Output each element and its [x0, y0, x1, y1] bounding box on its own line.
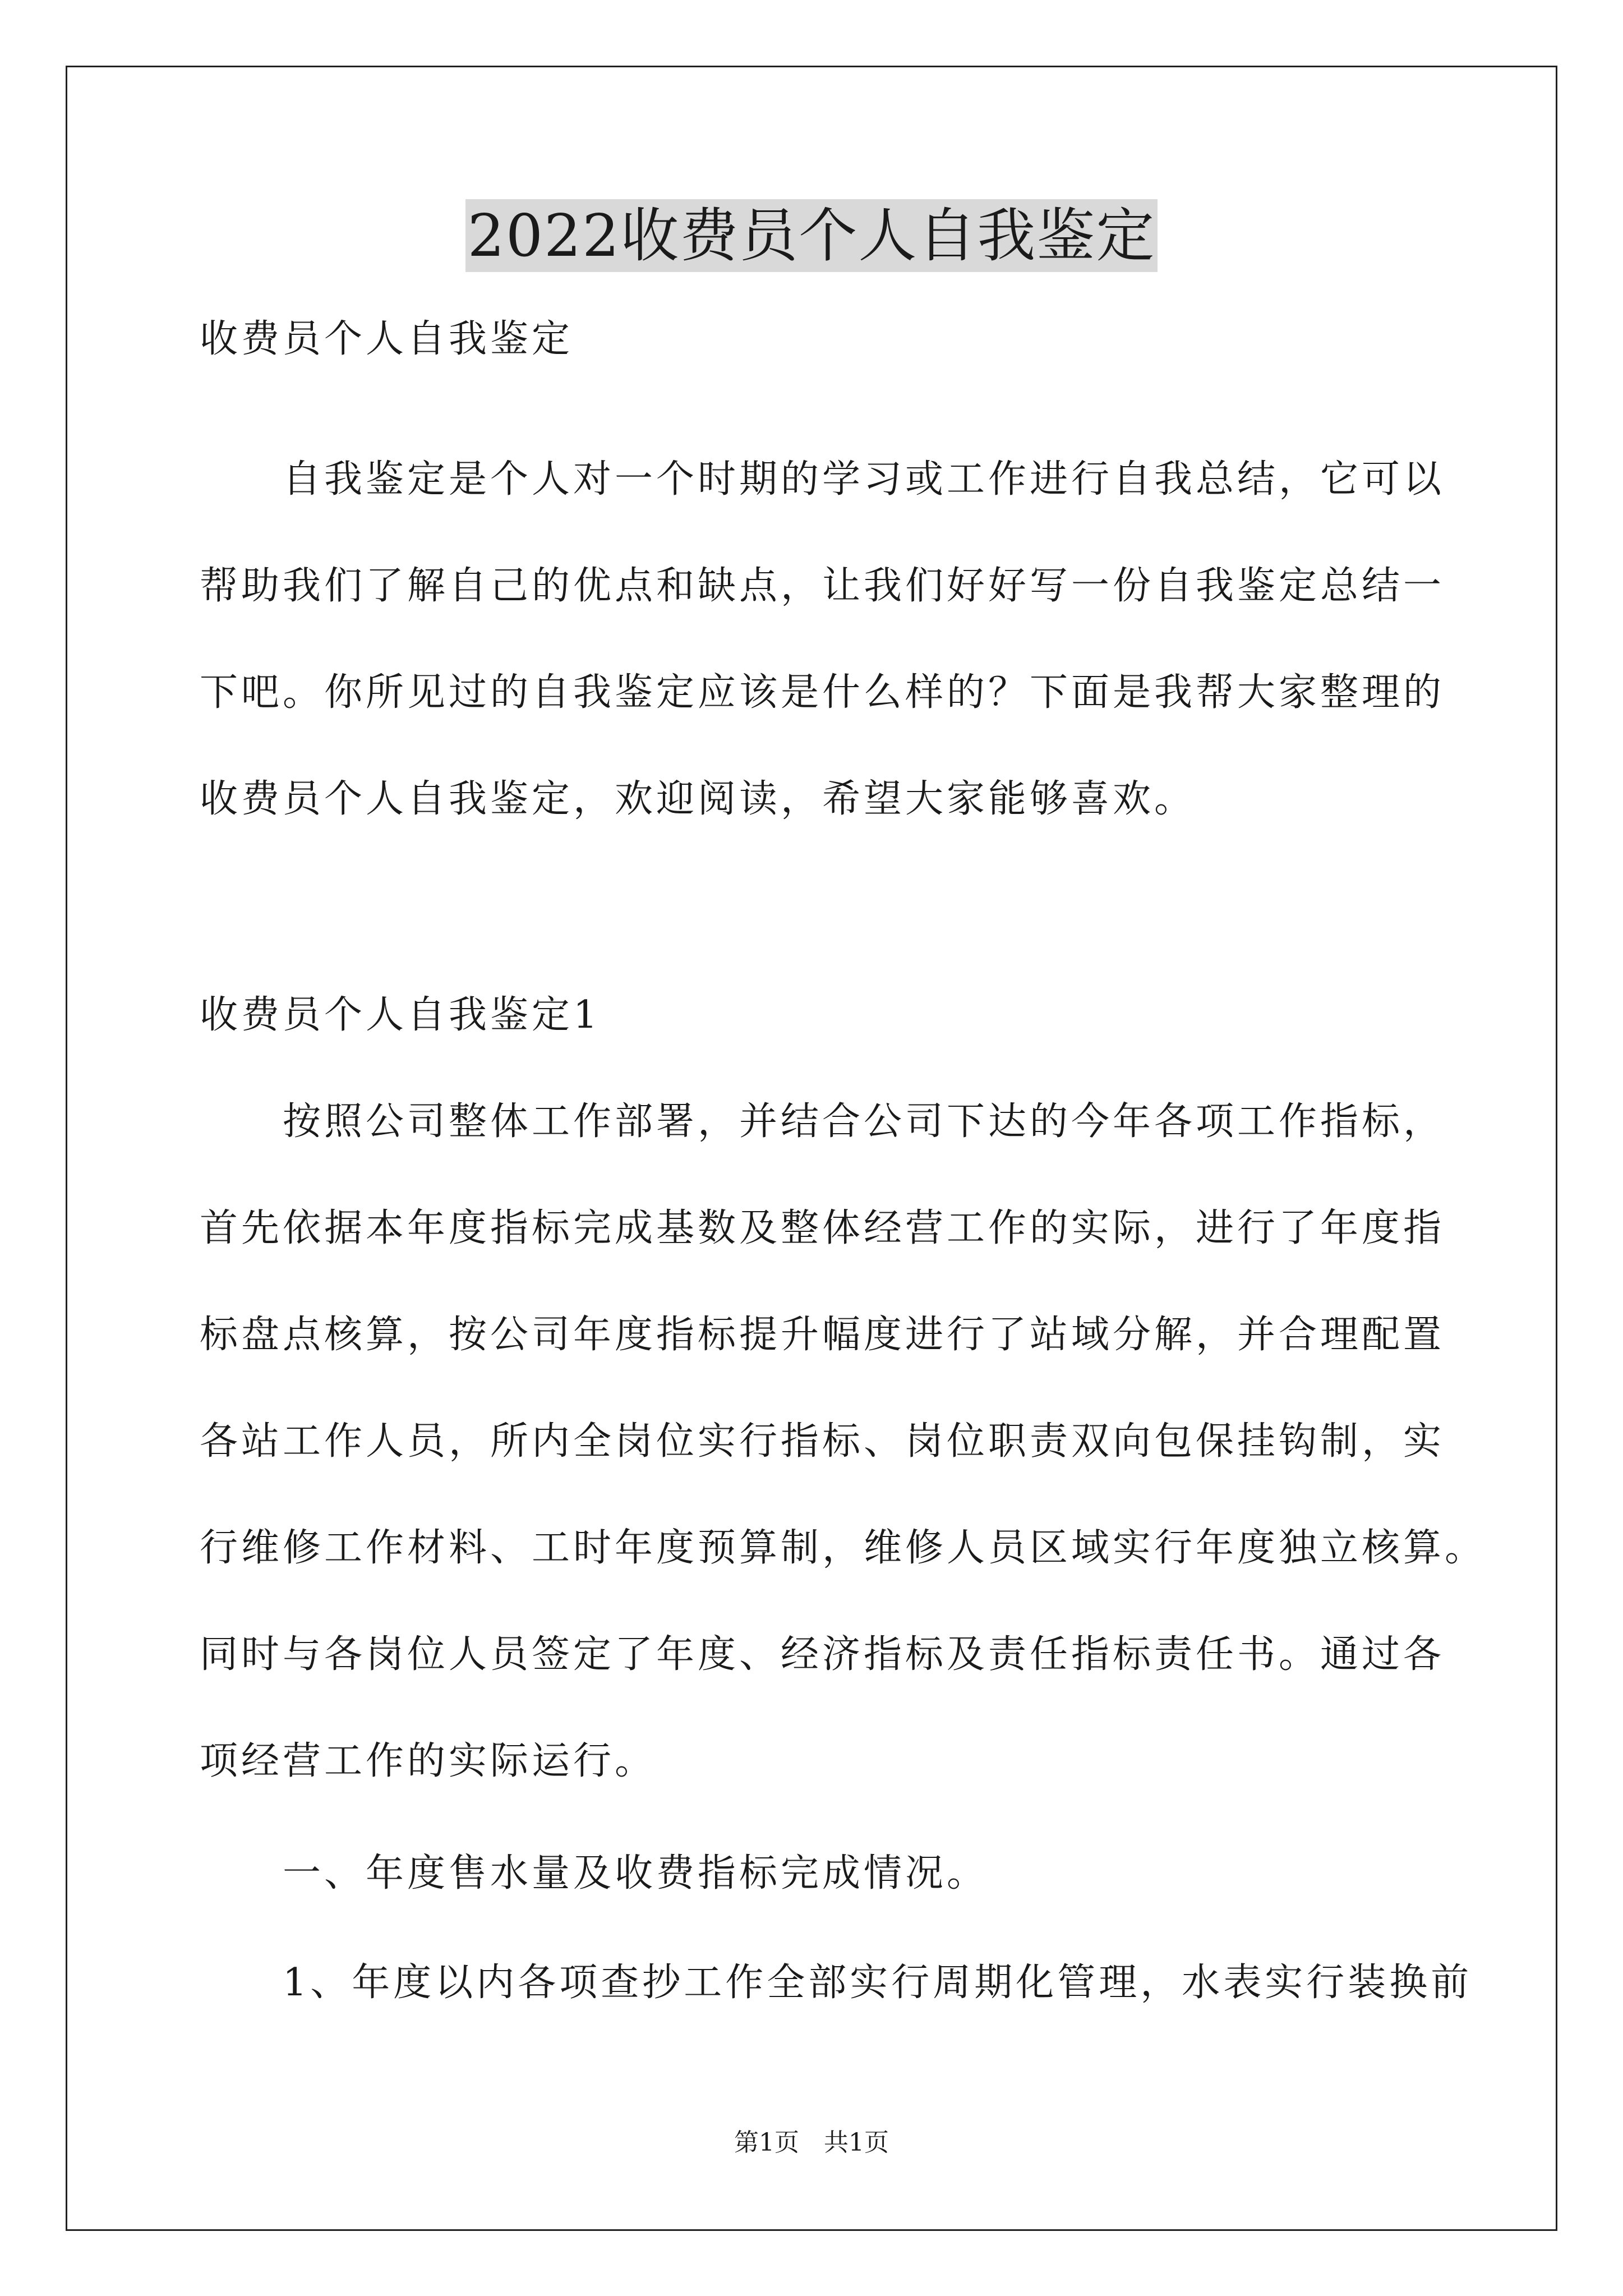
section-heading: 收费员个人自我鉴定: [200, 317, 574, 361]
paragraph-line: 项经营工作的实际运行。: [200, 1739, 657, 1783]
section-heading: 收费员个人自我鉴定1: [200, 993, 601, 1037]
paragraph-line: 收费员个人自我鉴定，欢迎阅读，希望大家能够喜欢。: [200, 777, 1196, 821]
paragraph-line: 按照公司整体工作部署，并结合公司下达的今年各项工作指标，: [200, 1099, 1445, 1144]
page-border: [66, 66, 1557, 2231]
paragraph-line: 帮助我们了解自己的优点和缺点，让我们好好写一份自我鉴定总结一: [200, 564, 1445, 608]
paragraph-line: 1、年度以内各项查抄工作全部实行周期化管理，水表实行装换前: [200, 1961, 1473, 2005]
paragraph-line: 标盘点核算，按公司年度指标提升幅度进行了站域分解，并合理配置: [200, 1313, 1445, 1357]
paragraph-line: 首先依据本年度指标完成基数及整体经营工作的实际，进行了年度指: [200, 1206, 1445, 1250]
paragraph-line: 同时与各岗位人员签定了年度、经济指标及责任指标责任书。通过各: [200, 1632, 1445, 1677]
paragraph-line: 下吧。你所见过的自我鉴定应该是什么样的？下面是我帮大家整理的: [200, 670, 1445, 715]
title-container: [0, 199, 1623, 272]
document-title: 2022收费员个人自我鉴定: [465, 199, 1158, 272]
paragraph-line: 行维修工作材料、工时年度预算制，维修人员区域实行年度独立核算。: [200, 1526, 1487, 1570]
paragraph-line: 一、年度售水量及收费指标完成情况。: [200, 1851, 989, 1895]
page-footer: 第1页 共1页: [734, 2128, 889, 2157]
paragraph-line: 各站工作人员，所内全岗位实行指标、岗位职责双向包保挂钩制，实: [200, 1419, 1445, 1464]
paragraph-line: 自我鉴定是个人对一个时期的学习或工作进行自我总结，它可以: [200, 457, 1445, 501]
